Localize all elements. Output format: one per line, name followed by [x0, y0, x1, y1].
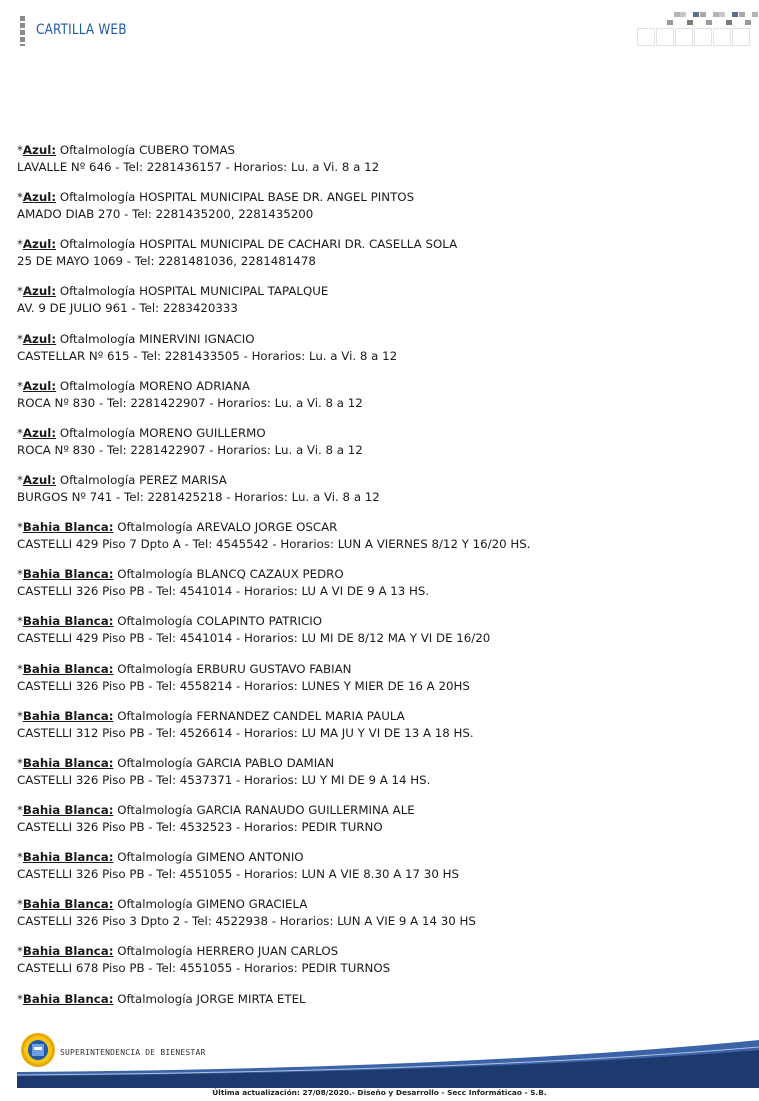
provider-heading: *Bahia Blanca: Oftalmología GIMENO ANTONIO: [17, 850, 304, 865]
provider-name: GIMENO ANTONIO: [196, 850, 304, 865]
city-label: Bahia Blanca:: [22, 661, 114, 676]
city-label: Bahia Blanca:: [22, 567, 114, 582]
provider-heading: *Bahia Blanca: Oftalmología HERRERO JUAN CARLOS: [17, 944, 339, 959]
city-label: Azul:: [22, 331, 57, 346]
specialty-label: Oftalmología: [117, 520, 193, 535]
provider-name: MORENO ADRIANA: [139, 378, 250, 393]
city-label: Azul:: [22, 472, 57, 487]
provider-details: CASTELLI 429 Piso 7 Dpto A - Tel: 4545542 - Horarios: LUN A VIERNES 8/12 Y 16/20 HS.: [17, 537, 531, 552]
city-label: Azul:: [22, 425, 57, 440]
provider-heading: *Azul: Oftalmología HOSPITAL MUNICIPAL DE CACHARI DR. CASELLA SOLA: [17, 237, 458, 252]
provider-details: CASTELLAR Nº 615 - Tel: 2281433505 - Horarios: Lu. a Vi. 8 a 12: [17, 348, 398, 363]
page-header: [0, 0, 759, 60]
pattern-square: [700, 12, 706, 17]
provider-name: HOSPITAL MUNICIPAL TAPALQUE: [139, 284, 329, 299]
provider-name: JORGE MIRTA ETEL: [196, 991, 306, 1006]
city-label: Bahia Blanca:: [22, 944, 114, 959]
specialty-label: Oftalmología: [117, 850, 193, 865]
specialty-label: Oftalmología: [117, 991, 193, 1006]
provider-details: ROCA Nº 830 - Tel: 2281422907 - Horarios: Lu. a Vi. 8 a 12: [17, 395, 363, 410]
city-label: Azul:: [22, 190, 57, 205]
provider-name: AREVALO JORGE OSCAR: [196, 520, 338, 535]
list-item: [17, 331, 747, 378]
provider-heading: *Azul: Oftalmología CUBERO TOMAS: [17, 143, 236, 157]
city-label: Azul:: [22, 284, 57, 299]
list-item: [17, 189, 747, 236]
specialty-label: Oftalmología: [117, 944, 193, 959]
list-item: [17, 283, 747, 330]
specialty-label: Oftalmología: [117, 897, 193, 912]
city-label: Azul:: [22, 378, 57, 393]
provider-list: [17, 142, 747, 1038]
pattern-square: [719, 12, 725, 17]
provider-heading: *Bahia Blanca: Oftalmología GIMENO GRACIELA: [17, 897, 308, 912]
specialty-label: Oftalmología: [59, 472, 136, 487]
provider-name: BLANCQ CAZAUX PEDRO: [196, 567, 344, 582]
list-item: [17, 896, 747, 943]
page-footer: [0, 1026, 759, 1101]
provider-details: CASTELLI 678 Piso PB - Tel: 4551055 - Horarios: PEDIR TURNOS: [17, 961, 391, 976]
list-item: [17, 943, 747, 990]
provider-details: ROCA Nº 830 - Tel: 2281422907 - Horarios: Lu. a Vi. 8 a 12: [17, 442, 363, 457]
list-item: [17, 708, 747, 755]
pattern-square: [732, 12, 738, 17]
city-label: Bahia Blanca:: [22, 520, 114, 535]
pattern-square: [706, 20, 712, 25]
specialty-label: Oftalmología: [59, 237, 136, 252]
provider-name: FERNANDEZ CANDEL MARIA PAULA: [196, 708, 405, 723]
pattern-square: [693, 12, 699, 17]
pattern-outline: [713, 28, 731, 46]
list-item: [17, 142, 747, 189]
specialty-label: Oftalmología: [59, 143, 136, 157]
pattern-outline: [732, 28, 750, 46]
page-title: CARTILLA WEB: [36, 22, 127, 38]
provider-details: AMADO DIAB 270 - Tel: 2281435200, 2281435200: [17, 207, 314, 222]
provider-details: 25 DE MAYO 1069 - Tel: 2281481036, 2281481478: [17, 254, 316, 269]
provider-details: CASTELLI 429 Piso PB - Tel: 4541014 - Horarios: LU MI DE 8/12 MA Y VI DE 16/20: [17, 631, 491, 646]
list-item: [17, 378, 747, 425]
specialty-label: Oftalmología: [59, 284, 136, 299]
provider-details: CASTELLI 326 Piso PB - Tel: 4541014 - Horarios: LU A VI DE 9 A 13 HS.: [17, 584, 430, 599]
city-label: Bahia Blanca:: [22, 897, 114, 912]
footer-wave-band: [17, 1026, 759, 1088]
specialty-label: Oftalmología: [59, 190, 136, 205]
header-pattern-icon: [637, 12, 759, 46]
specialty-label: Oftalmología: [117, 614, 193, 629]
provider-heading: *Azul: Oftalmología MORENO ADRIANA: [17, 378, 250, 393]
city-label: Bahia Blanca:: [22, 755, 114, 770]
provider-heading: *Bahia Blanca: Oftalmología AREVALO JORGE OSCAR: [17, 520, 338, 535]
pattern-outline: [694, 28, 712, 46]
provider-name: MORENO GUILLERMO: [139, 425, 266, 440]
specialty-label: Oftalmología: [59, 425, 136, 440]
provider-name: GARCIA PABLO DAMIAN: [196, 755, 335, 770]
list-item: [17, 661, 747, 708]
list-item: [17, 472, 747, 519]
provider-heading: *Bahia Blanca: Oftalmología FERNANDEZ CANDEL MARIA PAULA: [17, 708, 405, 723]
pattern-square: [713, 12, 719, 17]
specialty-label: Oftalmología: [59, 378, 136, 393]
provider-name: GARCIA RANAUDO GUILLERMINA ALE: [196, 802, 415, 817]
pattern-square: [752, 12, 758, 17]
provider-heading: *Azul: Oftalmología PEREZ MARISA: [17, 472, 227, 487]
pattern-square: [726, 20, 732, 25]
city-label: Azul:: [22, 237, 57, 252]
provider-name: COLAPINTO PATRICIO: [196, 614, 322, 629]
provider-heading: *Bahia Blanca: Oftalmología ERBURU GUSTAVO FABIAN: [17, 661, 352, 676]
provider-heading: *Bahia Blanca: Oftalmología GARCIA RANAUDO GUILLERMINA ALE: [17, 802, 415, 817]
list-item: [17, 236, 747, 283]
list-item: [17, 802, 747, 849]
specialty-label: Oftalmología: [117, 661, 193, 676]
city-label: Bahia Blanca:: [22, 850, 114, 865]
provider-name: HERRERO JUAN CARLOS: [196, 944, 339, 959]
provider-name: CUBERO TOMAS: [139, 143, 236, 157]
provider-name: HOSPITAL MUNICIPAL DE CACHARI DR. CASELLA SOLA: [139, 237, 458, 252]
pattern-outline: [637, 28, 655, 46]
pattern-square: [680, 12, 686, 17]
city-label: Bahia Blanca:: [22, 614, 114, 629]
specialty-label: Oftalmología: [117, 755, 193, 770]
provider-details: AV. 9 DE JULIO 961 - Tel: 2283420333: [17, 301, 238, 316]
provider-details: LAVALLE Nº 646 - Tel: 2281436157 - Horarios: Lu. a Vi. 8 a 12: [17, 160, 380, 174]
provider-heading: *Azul: Oftalmología HOSPITAL MUNICIPAL TAPALQUE: [17, 284, 329, 299]
specialty-label: Oftalmología: [59, 331, 136, 346]
pattern-square: [674, 12, 680, 17]
provider-details: CASTELLI 326 Piso PB - Tel: 4551055 - Horarios: LUN A VIE 8.30 A 17 30 HS: [17, 867, 459, 882]
provider-heading: *Bahia Blanca: Oftalmología BLANCQ CAZAUX PEDRO: [17, 567, 344, 582]
pattern-outline: [675, 28, 693, 46]
list-item: [17, 755, 747, 802]
provider-heading: *Azul: Oftalmología MINERVINI IGNACIO: [17, 331, 255, 346]
list-item: [17, 566, 747, 613]
provider-details: CASTELLI 326 Piso 3 Dpto 2 - Tel: 4522938 - Horarios: LUN A VIE 9 A 14 30 HS: [17, 914, 476, 929]
provider-name: MINERVINI IGNACIO: [139, 331, 255, 346]
provider-name: PEREZ MARISA: [139, 472, 227, 487]
city-label: Azul:: [22, 143, 57, 157]
city-label: Bahia Blanca:: [22, 708, 114, 723]
list-item: [17, 849, 747, 896]
pattern-square: [687, 20, 693, 25]
provider-details: CASTELLI 312 Piso PB - Tel: 4526614 - Horarios: LU MA JU Y VI DE 13 A 18 HS.: [17, 725, 474, 740]
last-update-text: Última actualización: 27/08/2020.- Diseño y Desarrollo - Secc Informáticao - S.B.: [212, 1088, 547, 1097]
list-item: [17, 613, 747, 660]
provider-name: HOSPITAL MUNICIPAL BASE DR. ANGEL PINTOS: [139, 190, 415, 205]
provider-heading: *Azul: Oftalmología HOSPITAL MUNICIPAL BASE DR. ANGEL PINTOS: [17, 190, 415, 205]
pattern-square: [739, 12, 745, 17]
provider-heading: *Azul: Oftalmología MORENO GUILLERMO: [17, 425, 266, 440]
specialty-label: Oftalmología: [117, 708, 193, 723]
provider-details: BURGOS Nº 741 - Tel: 2281425218 - Horarios: Lu. a Vi. 8 a 12: [17, 489, 380, 504]
provider-details: CASTELLI 326 Piso PB - Tel: 4537371 - Horarios: LU Y MI DE 9 A 14 HS.: [17, 772, 431, 787]
city-label: Bahia Blanca:: [22, 802, 114, 817]
specialty-label: Oftalmología: [117, 802, 193, 817]
provider-heading: *Bahia Blanca: Oftalmología GARCIA PABLO DAMIAN: [17, 755, 335, 770]
pattern-square: [667, 20, 673, 25]
list-item: [17, 519, 747, 566]
organization-name: SUPERINTENDENCIA DE BIENESTAR: [60, 1048, 206, 1057]
list-item: [17, 425, 747, 472]
provider-heading: *Bahia Blanca: Oftalmología JORGE MIRTA ETEL: [17, 991, 306, 1006]
header-bar-icon: [20, 16, 25, 46]
provider-heading: *Bahia Blanca: Oftalmología COLAPINTO PATRICIO: [17, 614, 322, 629]
provider-name: GIMENO GRACIELA: [196, 897, 308, 912]
pattern-square: [745, 20, 751, 25]
provider-details: CASTELLI 326 Piso PB - Tel: 4558214 - Horarios: LUNES Y MIER DE 16 A 20HS: [17, 678, 470, 693]
seal-icon: [20, 1032, 56, 1068]
pattern-outline: [656, 28, 674, 46]
provider-details: CASTELLI 326 Piso PB - Tel: 4532523 - Horarios: PEDIR TURNO: [17, 819, 383, 834]
specialty-label: Oftalmología: [117, 567, 193, 582]
provider-name: ERBURU GUSTAVO FABIAN: [196, 661, 352, 676]
city-label: Bahia Blanca:: [22, 991, 114, 1006]
